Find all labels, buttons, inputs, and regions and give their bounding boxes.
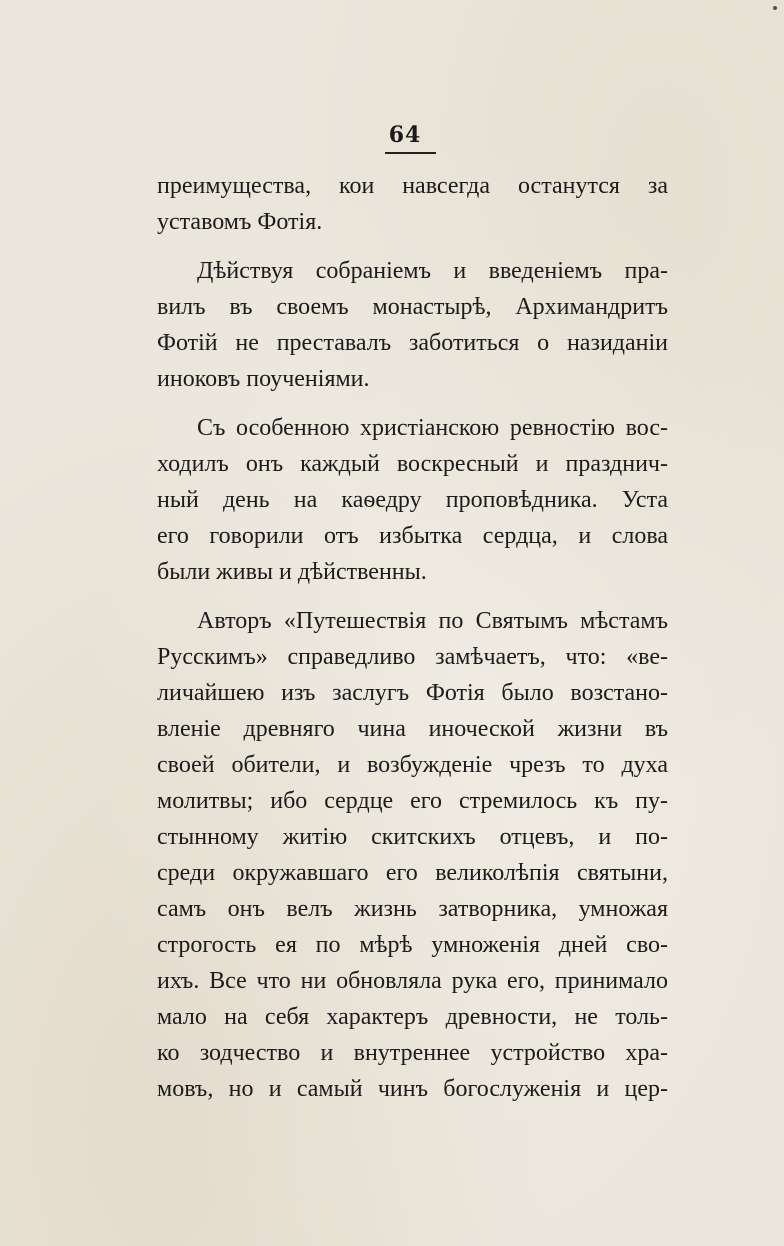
text-line: вленіе древняго чина иноческой жизни въ xyxy=(157,716,668,742)
text-line: уставомъ Фотія. xyxy=(157,209,323,235)
ink-speck xyxy=(773,6,777,10)
text-line: строгость ея по мѣрѣ умноженія дней сво- xyxy=(157,932,668,958)
text-line: иноковъ поученіями. xyxy=(157,366,370,392)
text-line: мало на себя характеръ древности, не толь- xyxy=(157,1004,668,1030)
text-line: ходилъ онъ каждый воскресный и празднич- xyxy=(157,451,668,477)
page-number: 64 xyxy=(388,122,422,148)
text-line: ихъ. Все что ни обновляла рука его, принимало xyxy=(157,968,668,994)
text-line: Съ особенною христіанскою ревностію вос- xyxy=(197,415,668,441)
text-line: ко зодчество и внутреннее устройство хра- xyxy=(157,1040,668,1066)
text-line: Авторъ «Путешествія по Святымъ мѣстамъ xyxy=(197,608,668,634)
text-line: ный день на каѳедру проповѣдника. Уста xyxy=(157,487,668,513)
text-line: были живы и дѣйственны. xyxy=(157,559,427,585)
body-text xyxy=(157,168,668,1107)
text-line: среди окружавшаго его великолѣпія святыни, xyxy=(157,860,668,886)
text-line: преимущества, кои навсегда останутся за xyxy=(157,173,668,199)
page-number-rule xyxy=(385,152,436,154)
text-line: его говорили отъ избытка сердца, и слова xyxy=(157,523,668,549)
text-line: самъ онъ велъ жизнь затворника, умножая xyxy=(157,896,668,922)
text-line: Дѣйствуя собраніемъ и введеніемъ пра- xyxy=(197,258,668,284)
paragraph-gap xyxy=(157,240,668,253)
text-line: Русскимъ» справедливо замѣчаетъ, что: «ве- xyxy=(157,644,668,670)
text-line: личайшею изъ заслугъ Фотія было возстано- xyxy=(157,680,668,706)
text-line: стынному житію скитскихъ отцевъ, и по- xyxy=(157,824,668,850)
paragraph-gap xyxy=(157,397,668,410)
text-line: своей обители, и возбужденіе чрезъ то духа xyxy=(157,752,668,778)
paragraph-gap xyxy=(157,590,668,603)
text-line: мовъ, но и самый чинъ богослуженія и цер- xyxy=(157,1076,668,1102)
text-line: Фотій не преставалъ заботиться о назиданіи xyxy=(157,330,668,356)
text-line: молитвы; ибо сердце его стремилось къ пу- xyxy=(157,788,668,814)
text-line: вилъ въ своемъ монастырѣ, Архимандритъ xyxy=(157,294,668,320)
